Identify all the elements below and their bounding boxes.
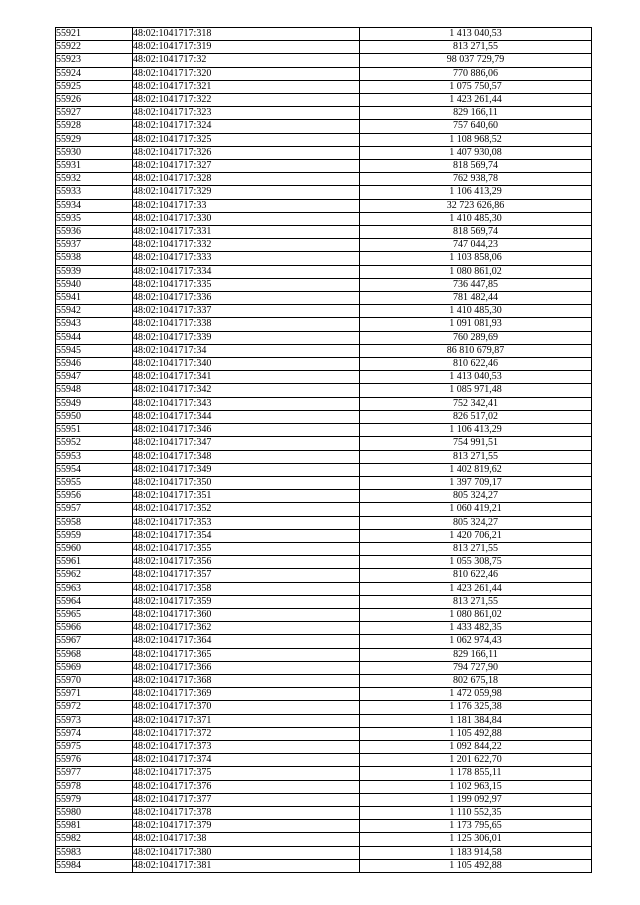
cadastral-number-cell: 48:02:1041717:326 <box>133 146 360 159</box>
table-row <box>56 740 592 753</box>
table-row <box>56 516 592 529</box>
cadastral-number-cell: 48:02:1041717:33 <box>133 199 360 212</box>
cadastral-value-cell: 1 105 492,88 <box>360 727 592 740</box>
cadastral-number-cell: 48:02:1041717:349 <box>133 463 360 476</box>
row-number-cell: 55936 <box>56 226 133 239</box>
row-number-cell: 55925 <box>56 80 133 93</box>
table-row <box>56 146 592 159</box>
table-row <box>56 107 592 120</box>
cadastral-value-cell: 1 103 858,06 <box>360 252 592 265</box>
row-number-cell: 55922 <box>56 41 133 54</box>
table-row <box>56 199 592 212</box>
cadastral-number-cell: 48:02:1041717:375 <box>133 767 360 780</box>
cadastral-number-cell: 48:02:1041717:350 <box>133 476 360 489</box>
cadastral-value-cell: 736 447,85 <box>360 278 592 291</box>
cadastral-value-cell: 754 991,51 <box>360 437 592 450</box>
cadastral-value-cell: 1 176 325,38 <box>360 701 592 714</box>
cadastral-number-cell: 48:02:1041717:329 <box>133 186 360 199</box>
cadastral-number-cell: 48:02:1041717:357 <box>133 569 360 582</box>
table-row <box>56 688 592 701</box>
cadastral-number-cell: 48:02:1041717:333 <box>133 252 360 265</box>
cadastral-value-cell: 1 125 306,01 <box>360 833 592 846</box>
cadastral-value-cell: 1 397 709,17 <box>360 476 592 489</box>
cadastral-number-cell: 48:02:1041717:380 <box>133 846 360 859</box>
cadastral-value-cell: 810 622,46 <box>360 569 592 582</box>
row-number-cell: 55982 <box>56 833 133 846</box>
row-number-cell: 55981 <box>56 820 133 833</box>
cadastral-value-cell: 1 173 795,65 <box>360 820 592 833</box>
cadastral-value-cell: 86 810 679,87 <box>360 344 592 357</box>
cadastral-number-cell: 48:02:1041717:337 <box>133 305 360 318</box>
row-number-cell: 55950 <box>56 410 133 423</box>
row-number-cell: 55937 <box>56 239 133 252</box>
cadastral-number-cell: 48:02:1041717:34 <box>133 344 360 357</box>
cadastral-number-cell: 48:02:1041717:343 <box>133 397 360 410</box>
cadastral-value-cell: 1 201 622,70 <box>360 754 592 767</box>
table-body <box>56 28 592 873</box>
cadastral-number-cell: 48:02:1041717:339 <box>133 331 360 344</box>
cadastral-value-cell: 1 108 968,52 <box>360 133 592 146</box>
cadastral-value-cell: 1 407 930,08 <box>360 146 592 159</box>
row-number-cell: 55928 <box>56 120 133 133</box>
table-row <box>56 212 592 225</box>
cadastral-number-cell: 48:02:1041717:336 <box>133 292 360 305</box>
cadastral-number-cell: 48:02:1041717:319 <box>133 41 360 54</box>
table-row <box>56 318 592 331</box>
table-row <box>56 384 592 397</box>
row-number-cell: 55979 <box>56 793 133 806</box>
table-row <box>56 371 592 384</box>
row-number-cell: 55958 <box>56 516 133 529</box>
table-row <box>56 173 592 186</box>
cadastral-value-cell: 1 472 059,98 <box>360 688 592 701</box>
cadastral-value-cell: 1 080 861,02 <box>360 265 592 278</box>
table-row <box>56 582 592 595</box>
table-row <box>56 608 592 621</box>
cadastral-number-cell: 48:02:1041717:351 <box>133 490 360 503</box>
cadastral-value-cell: 1 085 971,48 <box>360 384 592 397</box>
cadastral-value-cell: 770 886,06 <box>360 67 592 80</box>
cadastral-number-cell: 48:02:1041717:377 <box>133 793 360 806</box>
table-row <box>56 806 592 819</box>
table-row <box>56 767 592 780</box>
row-number-cell: 55943 <box>56 318 133 331</box>
row-number-cell: 55926 <box>56 94 133 107</box>
cadastral-number-cell: 48:02:1041717:344 <box>133 410 360 423</box>
table-row <box>56 463 592 476</box>
row-number-cell: 55934 <box>56 199 133 212</box>
cadastral-number-cell: 48:02:1041717:330 <box>133 212 360 225</box>
row-number-cell: 55953 <box>56 450 133 463</box>
cadastral-value-cell: 1 413 040,53 <box>360 371 592 384</box>
row-number-cell: 55980 <box>56 806 133 819</box>
table-row <box>56 252 592 265</box>
cadastral-number-cell: 48:02:1041717:371 <box>133 714 360 727</box>
table-row <box>56 556 592 569</box>
table-row <box>56 635 592 648</box>
cadastral-number-cell: 48:02:1041717:328 <box>133 173 360 186</box>
table-row <box>56 661 592 674</box>
table-row <box>56 358 592 371</box>
cadastral-value-cell: 1 181 384,84 <box>360 714 592 727</box>
cadastral-number-cell: 48:02:1041717:318 <box>133 28 360 41</box>
cadastral-value-cell: 818 569,74 <box>360 226 592 239</box>
cadastral-number-cell: 48:02:1041717:338 <box>133 318 360 331</box>
row-number-cell: 55966 <box>56 622 133 635</box>
row-number-cell: 55942 <box>56 305 133 318</box>
row-number-cell: 55973 <box>56 714 133 727</box>
row-number-cell: 55931 <box>56 160 133 173</box>
table-row <box>56 397 592 410</box>
cadastral-value-cell: 1 423 261,44 <box>360 582 592 595</box>
cadastral-number-cell: 48:02:1041717:381 <box>133 859 360 872</box>
table-row <box>56 793 592 806</box>
row-number-cell: 55972 <box>56 701 133 714</box>
row-number-cell: 55952 <box>56 437 133 450</box>
row-number-cell: 55939 <box>56 265 133 278</box>
table-row <box>56 542 592 555</box>
cadastral-value-cell: 762 938,78 <box>360 173 592 186</box>
cadastral-value-cell: 1 080 861,02 <box>360 608 592 621</box>
row-number-cell: 55971 <box>56 688 133 701</box>
cadastral-number-cell: 48:02:1041717:342 <box>133 384 360 397</box>
cadastral-value-cell: 1 423 261,44 <box>360 94 592 107</box>
row-number-cell: 55940 <box>56 278 133 291</box>
cadastral-number-cell: 48:02:1041717:362 <box>133 622 360 635</box>
row-number-cell: 55944 <box>56 331 133 344</box>
cadastral-number-cell: 48:02:1041717:38 <box>133 833 360 846</box>
row-number-cell: 55924 <box>56 67 133 80</box>
table-row <box>56 727 592 740</box>
cadastral-value-cell: 1 060 419,21 <box>360 503 592 516</box>
cadastral-number-cell: 48:02:1041717:356 <box>133 556 360 569</box>
cadastral-number-cell: 48:02:1041717:358 <box>133 582 360 595</box>
cadastral-value-cell: 829 166,11 <box>360 648 592 661</box>
cadastral-value-cell: 747 044,23 <box>360 239 592 252</box>
table-row <box>56 28 592 41</box>
cadastral-value-cell: 1 075 750,57 <box>360 80 592 93</box>
table-row <box>56 450 592 463</box>
row-number-cell: 55983 <box>56 846 133 859</box>
row-number-cell: 55948 <box>56 384 133 397</box>
cadastral-number-cell: 48:02:1041717:321 <box>133 80 360 93</box>
row-number-cell: 55959 <box>56 529 133 542</box>
cadastral-value-cell: 1 091 081,93 <box>360 318 592 331</box>
cadastral-value-cell: 794 727,90 <box>360 661 592 674</box>
cadastral-number-cell: 48:02:1041717:332 <box>133 239 360 252</box>
cadastral-value-cell: 1 105 492,88 <box>360 859 592 872</box>
row-number-cell: 55975 <box>56 740 133 753</box>
cadastral-number-cell: 48:02:1041717:372 <box>133 727 360 740</box>
cadastral-number-cell: 48:02:1041717:369 <box>133 688 360 701</box>
row-number-cell: 55977 <box>56 767 133 780</box>
row-number-cell: 55947 <box>56 371 133 384</box>
table-row <box>56 41 592 54</box>
row-number-cell: 55984 <box>56 859 133 872</box>
row-number-cell: 55955 <box>56 476 133 489</box>
cadastral-number-cell: 48:02:1041717:340 <box>133 358 360 371</box>
table-row <box>56 674 592 687</box>
cadastral-number-cell: 48:02:1041717:379 <box>133 820 360 833</box>
cadastral-number-cell: 48:02:1041717:346 <box>133 424 360 437</box>
table-row <box>56 820 592 833</box>
table-row <box>56 424 592 437</box>
cadastral-number-cell: 48:02:1041717:32 <box>133 54 360 67</box>
cadastral-number-cell: 48:02:1041717:347 <box>133 437 360 450</box>
row-number-cell: 55921 <box>56 28 133 41</box>
cadastral-value-cell: 1 178 855,11 <box>360 767 592 780</box>
cadastral-number-cell: 48:02:1041717:368 <box>133 674 360 687</box>
cadastral-value-cell: 1 106 413,29 <box>360 186 592 199</box>
cadastral-number-cell: 48:02:1041717:341 <box>133 371 360 384</box>
cadastral-number-cell: 48:02:1041717:324 <box>133 120 360 133</box>
table-row <box>56 160 592 173</box>
table-row <box>56 437 592 450</box>
row-number-cell: 55951 <box>56 424 133 437</box>
cadastral-value-cell: 1 199 092,97 <box>360 793 592 806</box>
row-number-cell: 55962 <box>56 569 133 582</box>
table-row <box>56 410 592 423</box>
table-row <box>56 780 592 793</box>
table-row <box>56 846 592 859</box>
cadastral-value-cell: 805 324,27 <box>360 516 592 529</box>
cadastral-value-cell: 1 102 963,15 <box>360 780 592 793</box>
cadastral-value-cell: 1 110 552,35 <box>360 806 592 819</box>
row-number-cell: 55929 <box>56 133 133 146</box>
cadastral-value-cell: 813 271,55 <box>360 450 592 463</box>
row-number-cell: 55963 <box>56 582 133 595</box>
row-number-cell: 55932 <box>56 173 133 186</box>
cadastral-value-cell: 1 433 482,35 <box>360 622 592 635</box>
cadastral-number-cell: 48:02:1041717:359 <box>133 595 360 608</box>
row-number-cell: 55957 <box>56 503 133 516</box>
cadastral-number-cell: 48:02:1041717:320 <box>133 67 360 80</box>
table-row <box>56 120 592 133</box>
cadastral-value-cell: 818 569,74 <box>360 160 592 173</box>
cadastral-value-cell: 829 166,11 <box>360 107 592 120</box>
cadastral-value-cell: 757 640,60 <box>360 120 592 133</box>
cadastral-number-cell: 48:02:1041717:366 <box>133 661 360 674</box>
cadastral-value-cell: 813 271,55 <box>360 542 592 555</box>
cadastral-value-cell: 98 037 729,79 <box>360 54 592 67</box>
table-row <box>56 226 592 239</box>
row-number-cell: 55960 <box>56 542 133 555</box>
row-number-cell: 55969 <box>56 661 133 674</box>
table-row <box>56 331 592 344</box>
cadastral-number-cell: 48:02:1041717:370 <box>133 701 360 714</box>
cadastral-number-cell: 48:02:1041717:364 <box>133 635 360 648</box>
table-row <box>56 529 592 542</box>
cadastral-number-cell: 48:02:1041717:348 <box>133 450 360 463</box>
cadastral-number-cell: 48:02:1041717:327 <box>133 160 360 173</box>
row-number-cell: 55938 <box>56 252 133 265</box>
row-number-cell: 55970 <box>56 674 133 687</box>
cadastral-number-cell: 48:02:1041717:353 <box>133 516 360 529</box>
table-row <box>56 80 592 93</box>
cadastral-value-cell: 1 413 040,53 <box>360 28 592 41</box>
row-number-cell: 55967 <box>56 635 133 648</box>
table-row <box>56 476 592 489</box>
table-row <box>56 648 592 661</box>
table-row <box>56 859 592 872</box>
row-number-cell: 55930 <box>56 146 133 159</box>
row-number-cell: 55956 <box>56 490 133 503</box>
table-row <box>56 265 592 278</box>
row-number-cell: 55933 <box>56 186 133 199</box>
cadastral-value-cell: 802 675,18 <box>360 674 592 687</box>
table-row <box>56 278 592 291</box>
row-number-cell: 55974 <box>56 727 133 740</box>
row-number-cell: 55941 <box>56 292 133 305</box>
row-number-cell: 55923 <box>56 54 133 67</box>
row-number-cell: 55946 <box>56 358 133 371</box>
cadastral-number-cell: 48:02:1041717:378 <box>133 806 360 819</box>
cadastral-value-cell: 1 055 308,75 <box>360 556 592 569</box>
cadastral-number-cell: 48:02:1041717:331 <box>133 226 360 239</box>
table-row <box>56 622 592 635</box>
table-row <box>56 754 592 767</box>
cadastral-value-cell: 1 092 844,22 <box>360 740 592 753</box>
row-number-cell: 55961 <box>56 556 133 569</box>
cadastral-value-cell: 810 622,46 <box>360 358 592 371</box>
cadastral-value-cell: 1 183 914,58 <box>360 846 592 859</box>
cadastral-value-cell: 32 723 626,86 <box>360 199 592 212</box>
row-number-cell: 55964 <box>56 595 133 608</box>
row-number-cell: 55976 <box>56 754 133 767</box>
cadastral-value-cell: 805 324,27 <box>360 490 592 503</box>
cadastral-value-cell: 1 410 485,30 <box>360 305 592 318</box>
cadastral-number-cell: 48:02:1041717:374 <box>133 754 360 767</box>
row-number-cell: 55927 <box>56 107 133 120</box>
cadastral-value-cell: 1 420 706,21 <box>360 529 592 542</box>
cadastral-number-cell: 48:02:1041717:373 <box>133 740 360 753</box>
cadastral-value-cell: 826 517,02 <box>360 410 592 423</box>
table-row <box>56 186 592 199</box>
table-row <box>56 569 592 582</box>
table-row <box>56 94 592 107</box>
cadastral-number-cell: 48:02:1041717:323 <box>133 107 360 120</box>
table-row <box>56 344 592 357</box>
table-row <box>56 305 592 318</box>
row-number-cell: 55935 <box>56 212 133 225</box>
table-row <box>56 833 592 846</box>
table-row <box>56 292 592 305</box>
table-row <box>56 714 592 727</box>
cadastral-value-cell: 1 062 974,43 <box>360 635 592 648</box>
cadastral-number-cell: 48:02:1041717:360 <box>133 608 360 621</box>
cadastral-value-cell: 1 106 413,29 <box>360 424 592 437</box>
table-row <box>56 239 592 252</box>
row-number-cell: 55968 <box>56 648 133 661</box>
cadastral-number-cell: 48:02:1041717:352 <box>133 503 360 516</box>
cadastral-value-cell: 813 271,55 <box>360 41 592 54</box>
cadastral-number-cell: 48:02:1041717:335 <box>133 278 360 291</box>
table-row <box>56 503 592 516</box>
cadastral-number-cell: 48:02:1041717:322 <box>133 94 360 107</box>
cadastral-number-cell: 48:02:1041717:334 <box>133 265 360 278</box>
cadastral-number-cell: 48:02:1041717:376 <box>133 780 360 793</box>
cadastral-value-table <box>55 27 592 873</box>
row-number-cell: 55954 <box>56 463 133 476</box>
cadastral-value-cell: 1 402 819,62 <box>360 463 592 476</box>
cadastral-value-cell: 781 482,44 <box>360 292 592 305</box>
cadastral-number-cell: 48:02:1041717:325 <box>133 133 360 146</box>
row-number-cell: 55965 <box>56 608 133 621</box>
cadastral-number-cell: 48:02:1041717:354 <box>133 529 360 542</box>
cadastral-value-cell: 752 342,41 <box>360 397 592 410</box>
table-row <box>56 595 592 608</box>
cadastral-value-cell: 760 289,69 <box>360 331 592 344</box>
table-row <box>56 133 592 146</box>
cadastral-number-cell: 48:02:1041717:365 <box>133 648 360 661</box>
row-number-cell: 55978 <box>56 780 133 793</box>
table-row <box>56 490 592 503</box>
table-row <box>56 54 592 67</box>
row-number-cell: 55949 <box>56 397 133 410</box>
cadastral-value-cell: 813 271,55 <box>360 595 592 608</box>
row-number-cell: 55945 <box>56 344 133 357</box>
cadastral-value-cell: 1 410 485,30 <box>360 212 592 225</box>
table-row <box>56 67 592 80</box>
cadastral-number-cell: 48:02:1041717:355 <box>133 542 360 555</box>
table-row <box>56 701 592 714</box>
